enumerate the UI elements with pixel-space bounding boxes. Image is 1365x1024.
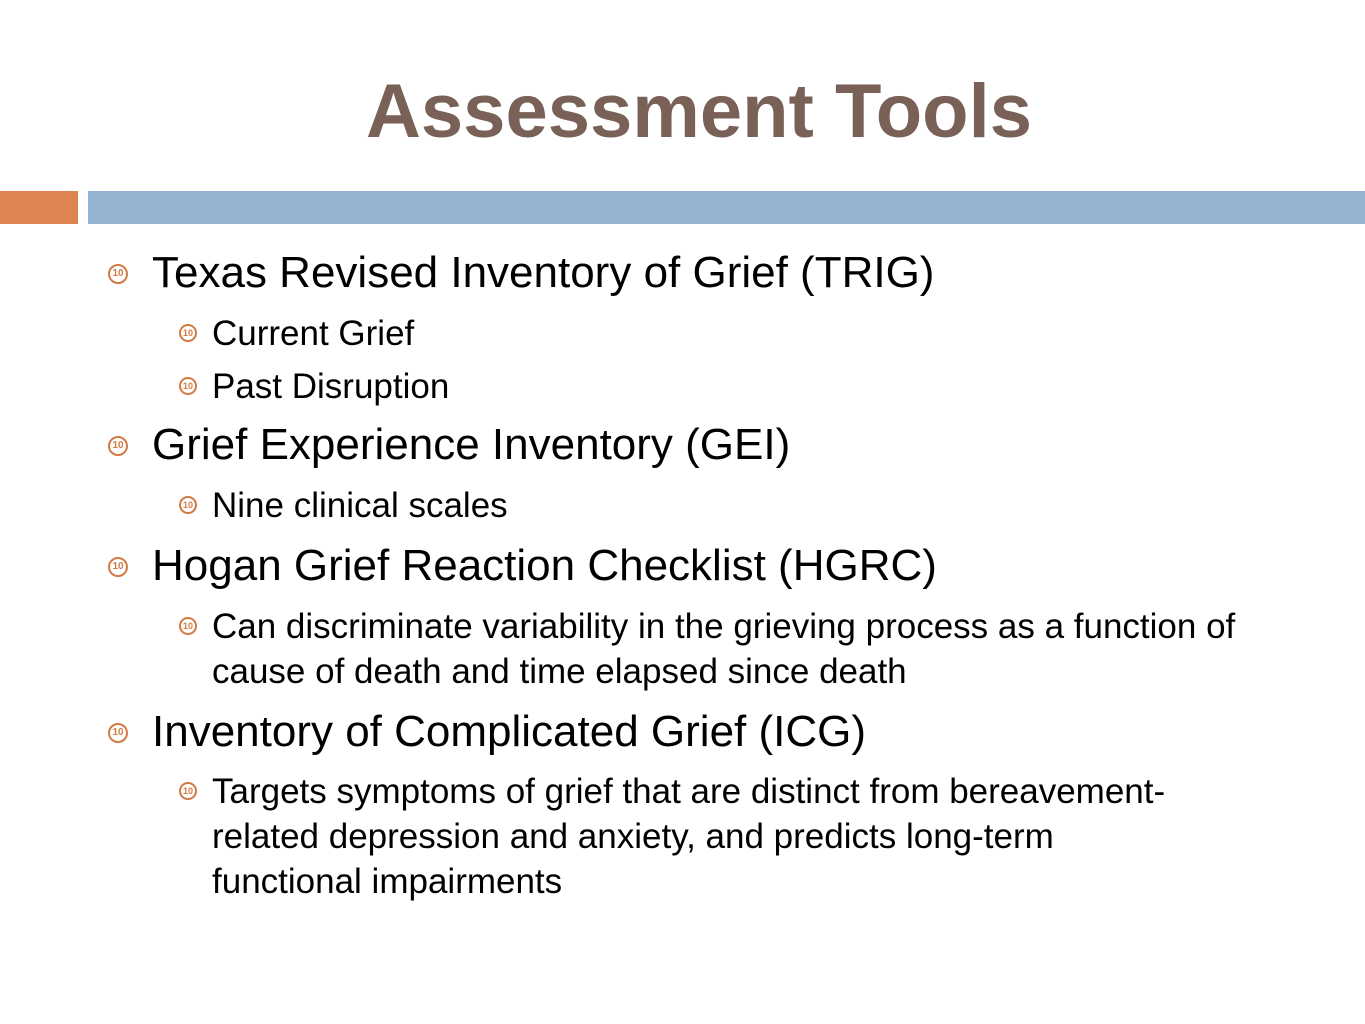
bullet-icon: 10 xyxy=(179,324,197,342)
list-item-hgrc xyxy=(112,541,937,591)
sub-item-label: Past Disruption xyxy=(212,367,450,406)
list-item-gei xyxy=(112,420,791,470)
bullet-icon: 10 xyxy=(108,557,128,577)
list-item-icg xyxy=(112,707,867,757)
list-item-label: Hogan Grief Reaction Checklist (HGRC) xyxy=(152,541,937,590)
sub-item xyxy=(182,483,1332,528)
sub-item-label: Nine clinical scales xyxy=(212,486,508,525)
list-item-trig xyxy=(112,248,935,298)
sub-item xyxy=(182,364,1332,409)
bullet-icon: 10 xyxy=(108,264,128,284)
sub-item xyxy=(182,604,1332,694)
list-item-label: Grief Experience Inventory (GEI) xyxy=(152,420,791,469)
bullet-icon: 10 xyxy=(179,782,197,800)
bullet-icon: 10 xyxy=(108,723,128,743)
sub-item-label: Can discriminate variability in the grieving process as a function of cause of death and time elapsed since death xyxy=(212,607,1236,691)
sub-item xyxy=(182,311,1332,356)
list-item-label: Inventory of Complicated Grief (ICG) xyxy=(152,707,867,756)
sub-item xyxy=(182,769,1212,904)
bullet-icon: 10 xyxy=(179,617,197,635)
list-item-label: Texas Revised Inventory of Grief (TRIG) xyxy=(152,248,935,297)
bullet-icon: 10 xyxy=(179,496,197,514)
bullet-icon: 10 xyxy=(108,436,128,456)
slide-title: Assessment Tools xyxy=(366,69,1032,154)
sub-item-label: Targets symptoms of grief that are distinct from bereavement-related depression and anxiety, and predicts long-term functional impairments xyxy=(212,772,1166,901)
bullet-icon: 10 xyxy=(179,377,197,395)
sub-item-label: Current Grief xyxy=(212,314,415,353)
accent-bar-blue xyxy=(88,191,1365,224)
accent-bar-orange xyxy=(0,191,78,224)
